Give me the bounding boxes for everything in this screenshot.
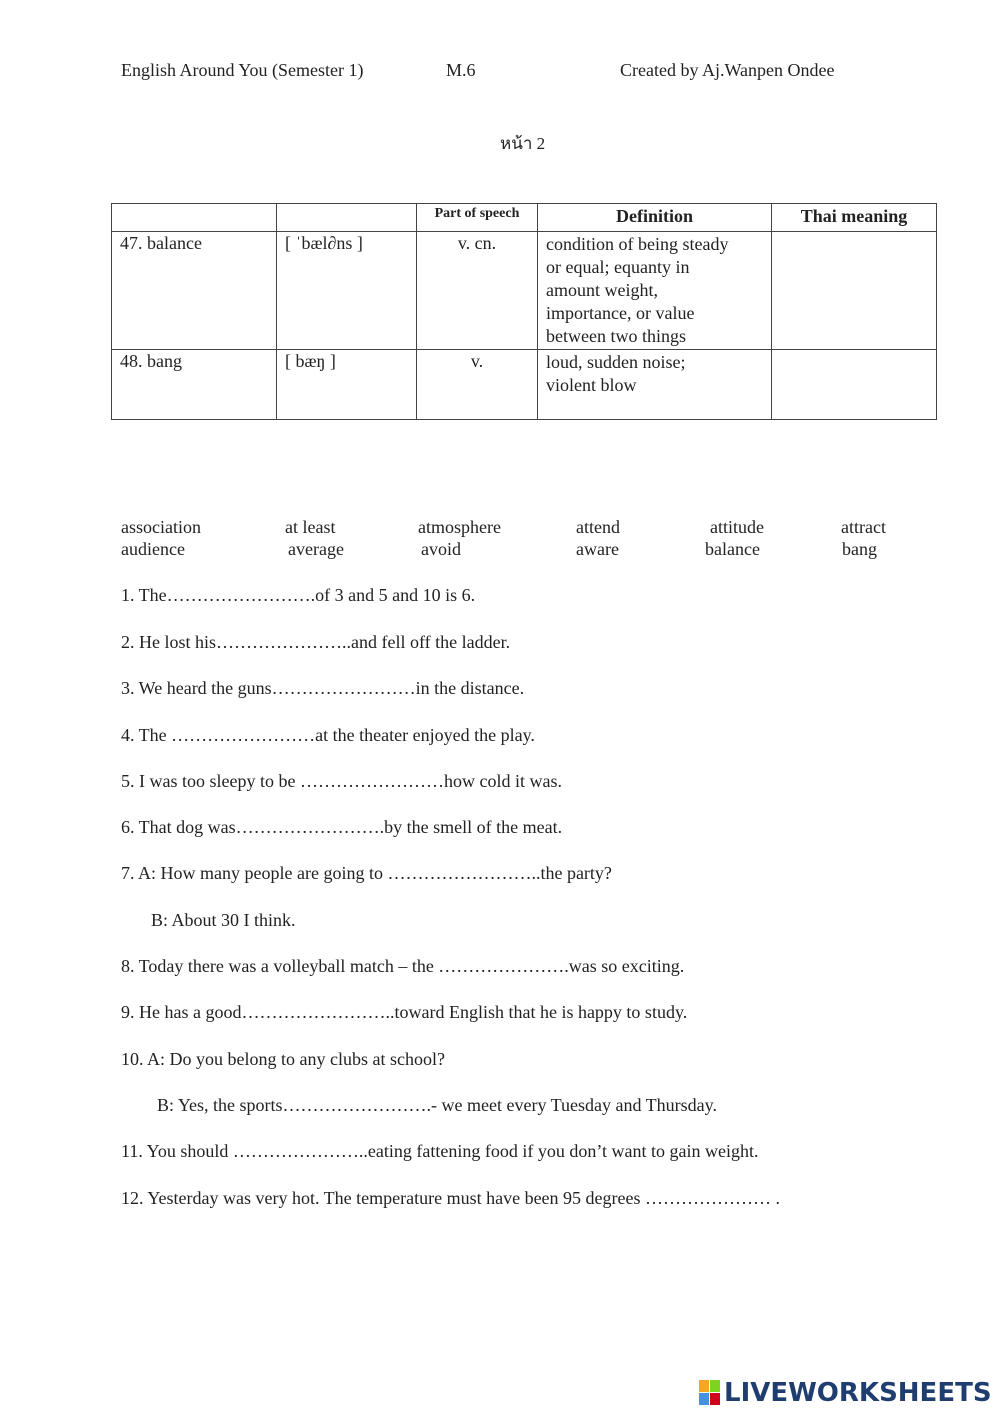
column-header-part-of-speech: Part of speech: [417, 204, 538, 232]
word-bank-item: bang: [842, 539, 877, 559]
column-header-thai-meaning: Thai meaning: [772, 204, 937, 232]
word-cell: 47. balance: [112, 232, 277, 350]
word-bank-item: audience: [121, 539, 185, 559]
word-bank-item: balance: [705, 539, 760, 559]
word-bank-item: attract: [841, 517, 886, 537]
header-course: English Around You (Semester 1): [121, 60, 364, 80]
question-12: 12. Yesterday was very hot. The temperature must have been 95 degrees ………………… .: [121, 1188, 781, 1208]
header-author: Created by Aj.Wanpen Ondee: [620, 60, 835, 80]
word-bank-item: attitude: [710, 517, 764, 537]
word-bank-item: association: [121, 517, 201, 537]
question-1: 1. The…………………….of 3 and 5 and 10 is 6.: [121, 585, 476, 605]
header-level: M.6: [446, 60, 476, 80]
liveworksheets-logo: [699, 1378, 992, 1408]
question-7a: 7. A: How many people are going to ……………………..the party?: [121, 863, 612, 883]
question-3: 3. We heard the guns……………………in the distance.: [121, 678, 525, 698]
question-10b: B: Yes, the sports…………………….- we meet every Tuesday and Thursday.: [157, 1095, 717, 1115]
column-header-word: [112, 204, 277, 232]
part-of-speech-cell: v.: [417, 350, 538, 420]
logo-text: LIVEWORKSHEETS: [724, 1378, 992, 1408]
thai-meaning-cell[interactable]: [772, 232, 937, 350]
word-cell: 48. bang: [112, 350, 277, 420]
column-header-definition: Definition: [538, 204, 772, 232]
question-5: 5. I was too sleepy to be ……………………how cold it was.: [121, 771, 562, 791]
table-row: [112, 350, 937, 420]
ipa-cell: [ ˈbæl∂ns ]: [277, 232, 417, 350]
question-10a: 10. A: Do you belong to any clubs at school?: [121, 1049, 445, 1069]
definition-cell: condition of being steady or equal; equanty in amount weight, importance, or value between two things: [538, 232, 772, 350]
word-bank-item: atmosphere: [418, 517, 501, 537]
definition-cell: loud, sudden noise; violent blow: [538, 350, 772, 420]
ipa-cell: [ bæŋ ]: [277, 350, 417, 420]
question-6: 6. That dog was…………………….by the smell of the meat.: [121, 817, 563, 837]
word-bank-item: avoid: [421, 539, 461, 559]
page-number: หน้า 2: [500, 134, 546, 153]
thai-meaning-cell[interactable]: [772, 350, 937, 420]
part-of-speech-cell: v. cn.: [417, 232, 538, 350]
question-11: 11. You should …………………..eating fattening food if you don’t want to gain weight.: [121, 1141, 759, 1161]
logo-blocks-icon: [699, 1380, 721, 1406]
question-9: 9. He has a good……………………..toward English that he is happy to study.: [121, 1002, 688, 1022]
question-7b: B: About 30 I think.: [151, 910, 296, 930]
table-header-row: [112, 204, 937, 232]
table-row: [112, 232, 937, 350]
word-bank-item: attend: [576, 517, 620, 537]
word-bank-item: average: [288, 539, 344, 559]
word-bank-item: aware: [576, 539, 619, 559]
vocabulary-table: [111, 203, 937, 420]
word-bank-item: at least: [285, 517, 336, 537]
question-8: 8. Today there was a volleyball match – the ………………….was so exciting.: [121, 956, 685, 976]
question-2: 2. He lost his…………………..and fell off the ladder.: [121, 632, 511, 652]
column-header-ipa: [277, 204, 417, 232]
question-4: 4. The ……………………at the theater enjoyed the play.: [121, 725, 535, 745]
